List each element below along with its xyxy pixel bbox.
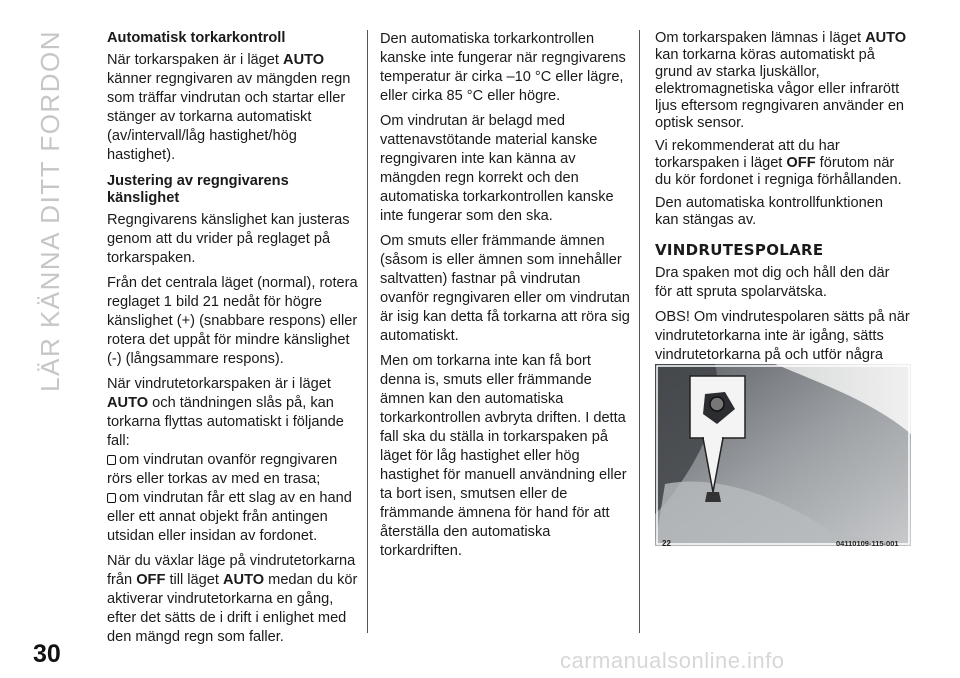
heading-windshield-washer: VINDRUTESPOLARE [655,241,824,259]
paragraph: Om smuts eller främmande ämnen (såsom is eller ämnen som innehåller saltvatten) fastnar på vindrutan ovanför regngivaren eller om vindrutan är isig kan detta få torkarna att röra sig automatiskt. [380,233,630,344]
list-item: om vindrutan får ett slag av en hand eller ett annat objekt från antingen utsidan eller insidan av fordonet. [107,490,352,544]
paragraph: Om vindrutan är belagd med vattenavstötande material kanske regngivaren inte kan känna av mängden regn korrekt och den automatiska torkarkontrollen kanske inte fungerar som den ska. [380,113,614,224]
figure-number: 22 [662,539,671,548]
column-divider [367,30,368,633]
bullet-icon [107,455,116,465]
text-column-3 [655,30,910,390]
paragraph: Om torkarspaken lämnas i läget AUTO kan torkarna köras automatiskt på grund av starka ljuskällor, elektromagnetiska vågor eller infrarött ljus eftersom regngivaren använder en optisk sensor. [655,30,907,131]
column-divider [639,30,640,633]
rain-sensor-photo-illustration [655,364,911,546]
figure-rain-sensor-photo [655,364,911,546]
heading-sensitivity: Justering av regngivarens känslighet [107,173,289,206]
paragraph: Dra spaken mot dig och håll den där för att spruta spolarvätska. [655,265,890,300]
paragraph: När torkarspaken är i läget AUTO känner regngivaren av mängden regn som träffar vindrutan och startar eller stänger av torkarna automatiskt (av/intervall/låg hastighet/hög hastighet). [107,52,351,163]
paragraph: När vindrutetorkarspaken är i läget AUTO och tändningen slås på, kan torkarna flyttas automatiskt i följande fall: [107,376,344,449]
paragraph: Den automatiska kontrollfunktionen kan stängas av. [655,195,883,228]
paragraph: Men om torkarna inte kan få bort denna is, smuts eller främmande ämnen kan den automatiska torkarkontrollen avbryta driften. I detta fall ska du ställa in torkarspaken på läget för låg hastighet eller hög hastighet för manuell användning eller ta bort isen, smutsen eller de främmande ämnena för hand för att återställa den automatiska torkardriften. [380,353,627,559]
text-column-1 [107,30,359,653]
watermark: carmanualsonline.info [560,648,785,673]
page-number: 30 [33,640,61,668]
bullet-icon [107,493,116,503]
paragraph: Den automatiska torkarkontrollen kanske inte fungerar när regngivarens temperatur är cirka –10 °C eller lägre, eller cirka 85 °C eller högre. [380,31,626,104]
paragraph: När du växlar läge på vindrutetorkarna från OFF till läget AUTO medan du kör aktiverar vindrutetorkarna en gång, efter det sätts de i drift i enlighet med den mängd regn som faller. [107,553,358,645]
paragraph: OBS! Om vindrutespolaren sätts på när vindrutetorkarna inte är igång, sätts vindrutetorkarna på och utför några [655,309,910,363]
text-column-2 [380,30,632,567]
section-title: LÄR KÄNNA DITT FORDON [35,30,65,392]
paragraph: Regngivarens känslighet kan justeras genom att du vrider på reglaget på torkarspaken. [107,212,350,266]
paragraph: Vi rekommenderat att du har torkarspaken i läget OFF förutom när du kör fordonet i regniga förhållanden. [655,138,902,188]
heading-automatic-wiper-control: Automatisk torkarkontroll [107,30,286,46]
list-item: om vindrutan ovanför regngivaren rörs eller torkas av med en trasa; [107,452,338,487]
figure-code: 04110109-115-001 [836,539,899,548]
paragraph: Från det centrala läget (normal), rotera reglaget 1 bild 21 nedåt för högre känslighet (+) (snabbare respons) eller rotera det uppåt för mindre känslighet (-) (långsammare respons). [107,275,358,367]
